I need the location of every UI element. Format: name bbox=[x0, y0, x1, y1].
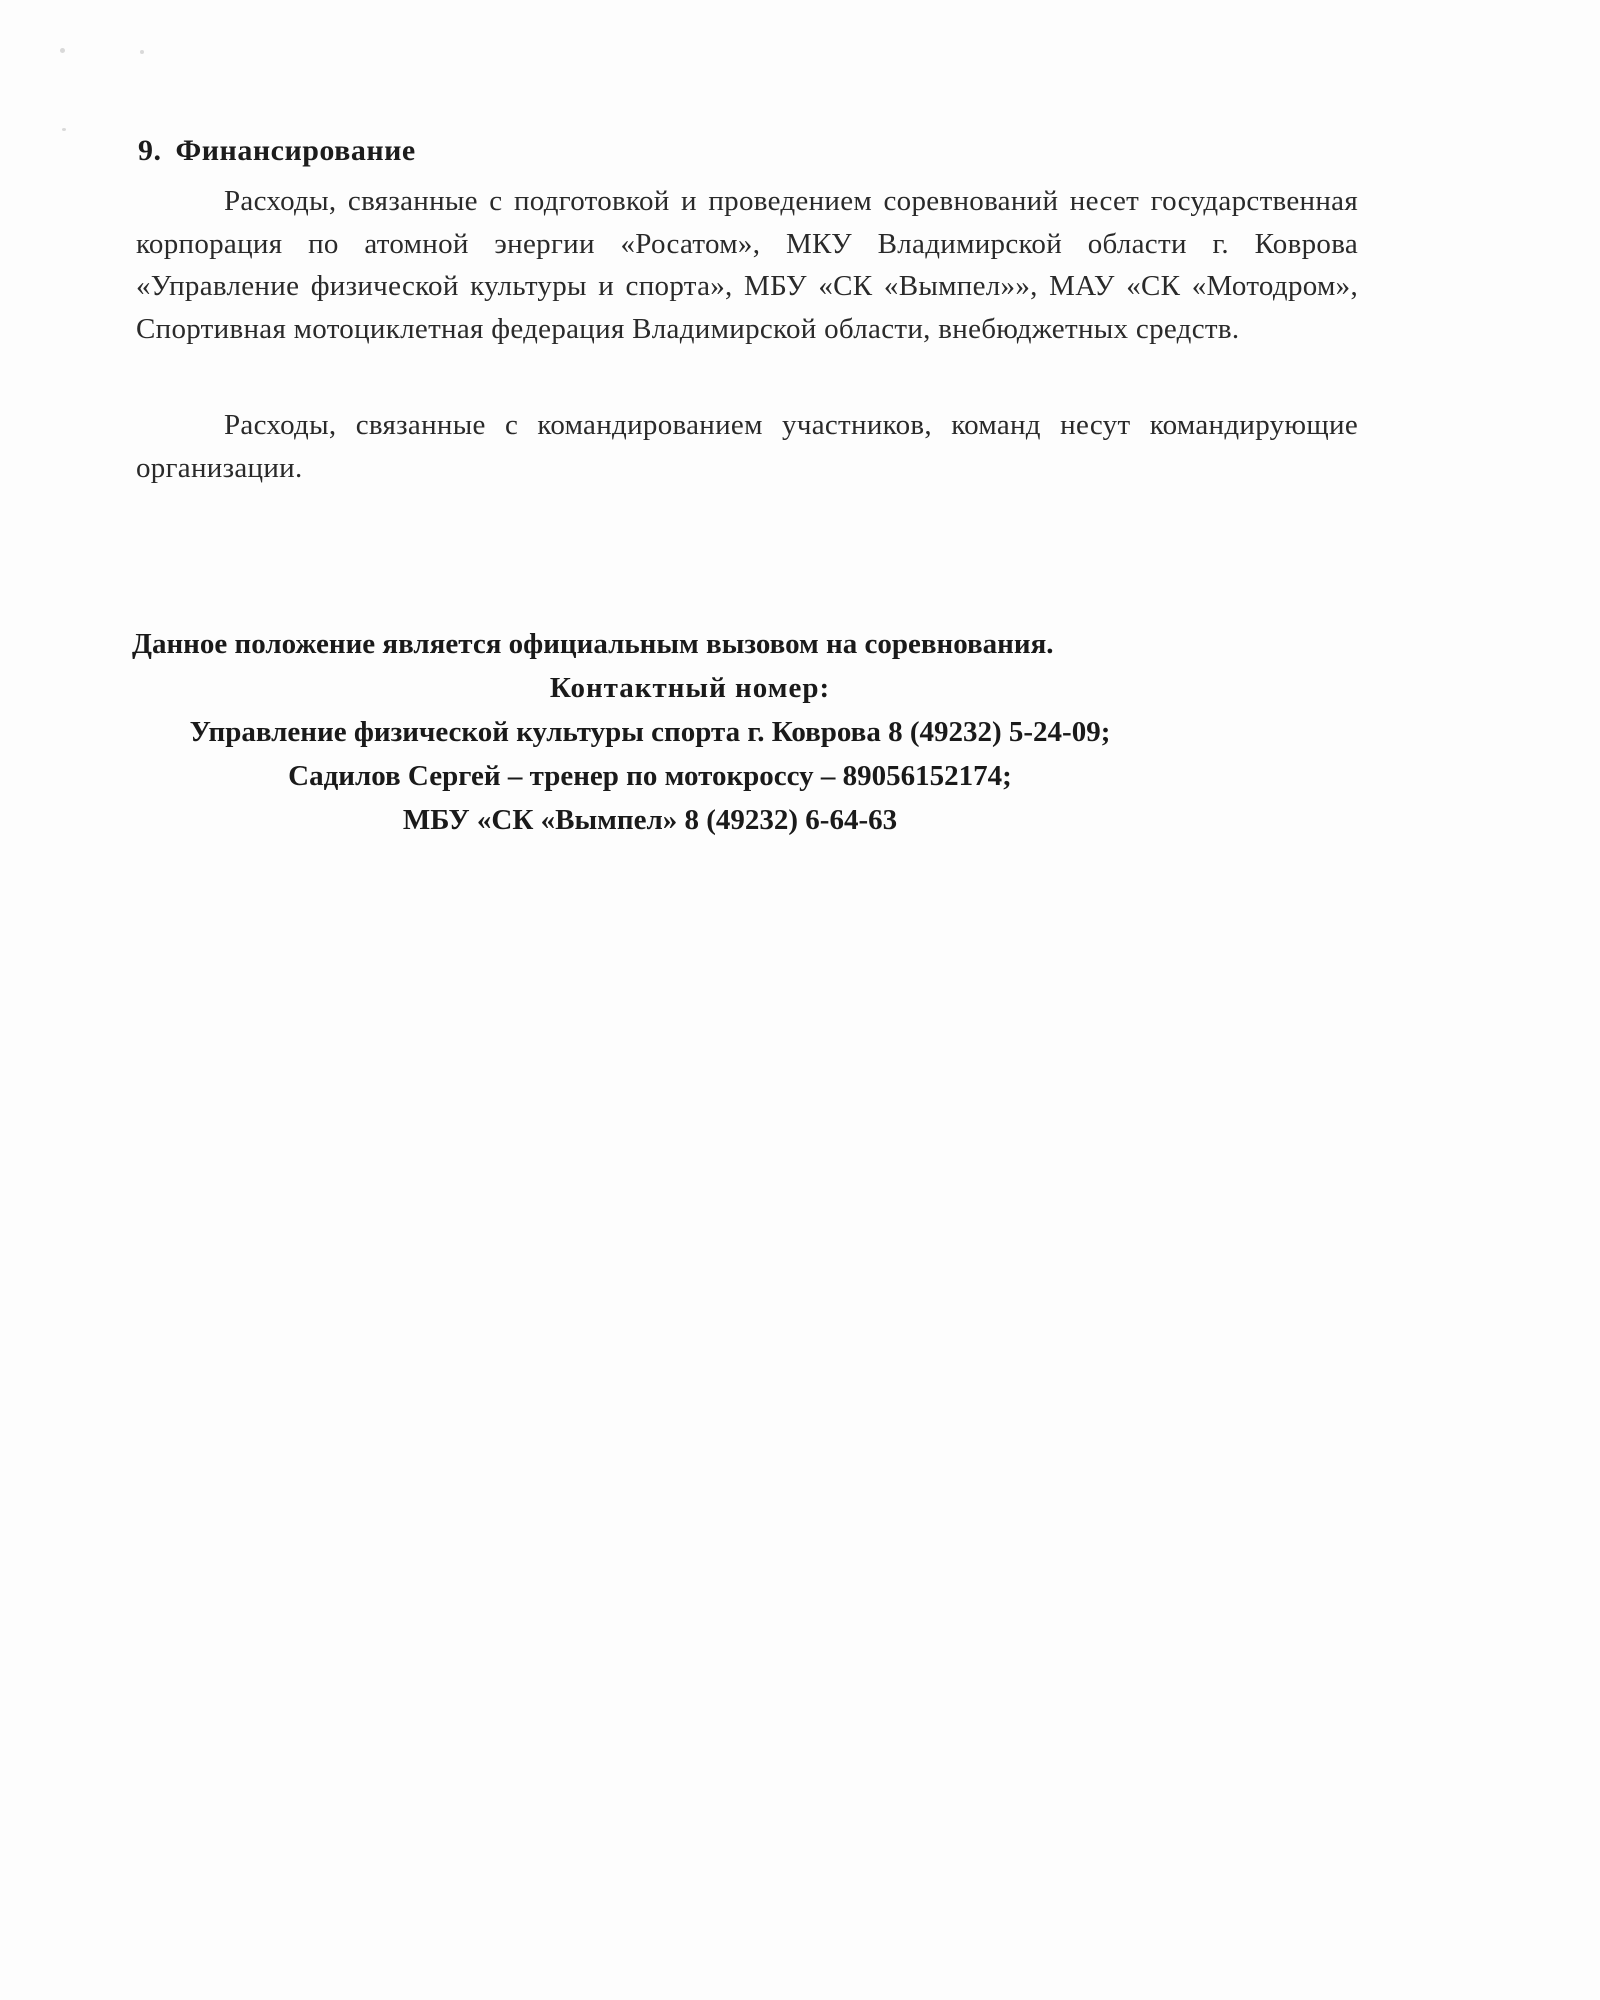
scan-speck bbox=[140, 50, 144, 54]
closing-block bbox=[120, 622, 1380, 842]
scan-speck bbox=[60, 48, 65, 53]
section-title: Финансирование bbox=[175, 134, 416, 167]
contact-sports-department: Управление физической культуры спорта г. Коврова 8 (49232) 5-24-09; bbox=[189, 716, 1111, 748]
section-heading bbox=[138, 134, 416, 168]
travel-expenses-paragraph: Расходы, связанные с командированием участников, команд несут командирующие организации. bbox=[136, 409, 1358, 484]
official-notice: Данное положение является официальным вызовом на соревнования. bbox=[132, 628, 1054, 660]
contact-label: Контактный номер: bbox=[549, 672, 831, 704]
contact-coach: Садилов Сергей – тренер по мотокроссу – 89056152174; bbox=[288, 760, 1012, 792]
contact-sports-club: МБУ «СК «Вымпел» 8 (49232) 6-64-63 bbox=[402, 804, 898, 836]
scan-speck bbox=[62, 128, 66, 131]
financing-paragraph: Расходы, связанные с подготовкой и проведением соревнований несет государственная корпорация по атомной энергии «Росатом», МКУ Владимирской области г. Коврова «Управление физической культуры и спорта», МБУ «СК «Вымпел»», МАУ «СК «Мотодром», Спортивная мотоциклетная федерация Владимирской области, внебюджетных средств. bbox=[136, 185, 1358, 345]
section-number: 9. bbox=[138, 134, 162, 167]
